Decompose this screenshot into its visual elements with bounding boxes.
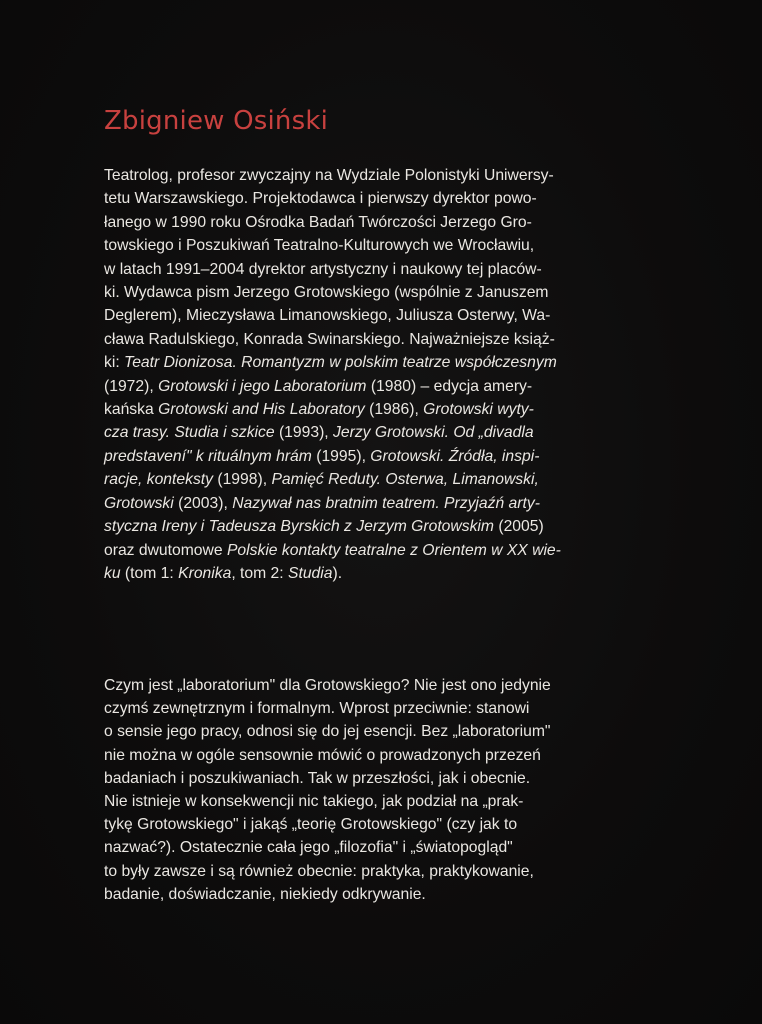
bio-line [104,515,640,538]
quote-line: to były zawsze i są również obecnie: praktyka, praktykowanie, [104,862,534,880]
bio-text: (1986), [364,401,424,419]
bio-line [104,445,640,468]
book-title: Teatr Dionizosa. Romantyzm w polskim teatrze współczesnym [124,354,557,372]
bio-line: tetu Warszawskiego. Projektodawca i pierwszy dyrektor powo- [104,190,537,208]
quote-line: tykę Grotowskiego" i jakąś „teorię Grotowskiego" (czy jak to [104,816,518,834]
bio-text: ). [332,564,343,582]
quote-line: badanie, doświadczanie, niekiedy odkrywanie. [104,885,426,903]
book-title: Grotowski [104,494,174,512]
quote-line: Nie istnieje w konsekwencji nic takiego, jak podział na „prak- [104,793,524,811]
bio-line: Teatrolog, profesor zwyczajny na Wydziale Polonistyki Uniwersy- [104,167,554,184]
book-title: Grotowski and His Laboratory [158,401,365,419]
book-title: Kronika [178,564,232,582]
bio-line: Deglerem), Mieczysława Limanowskiego, Juliusza Osterwy, Wa- [104,307,551,325]
bio-line [104,492,640,515]
book-title: Grotowski i jego Laboratorium [158,377,367,395]
bio-line [104,398,640,421]
bio-text: (1972), [104,377,159,395]
bio-text: (1995), [311,447,371,465]
bio-line: towskiego i Poszukiwań Teatralno-Kulturowych we Wrocławiu, [104,237,535,255]
bio-text: oraz dwutomowe [104,541,227,559]
bio-line [104,562,640,585]
bio-text: (2005) [493,518,544,536]
book-title: Grotowski wyty- [423,401,534,419]
book-title: Polskie kontakty teatralne z Orientem w XX wie- [226,541,561,559]
bio-text: (2003), [173,494,233,512]
bio-line [104,375,640,398]
bio-text: (1993), [274,424,334,442]
bio-line: cława Radulskiego, Konrada Swinarskiego. Najważniejsze książ- [104,330,555,348]
author-bio [104,164,640,585]
bio-text: (tom 1: [120,564,179,582]
book-title: ku [104,564,121,582]
bio-line [104,351,640,374]
book-title: styczna Ireny i Tadeusza Byrskich z Jerzym Grotowskim [104,518,494,536]
quote-line: Czym jest „laboratorium" dla Grotowskiego? Nie jest ono jedynie [104,677,551,694]
excerpt-quote [104,674,640,906]
quote-line: badaniach i poszukiwaniach. Tak w przeszłości, jak i obecnie. [104,769,531,787]
book-title: Pamięć Reduty. Osterwa, Limanowski, [271,471,539,489]
bio-line: w latach 1991–2004 dyrektor artystyczny i naukowy tej placów- [104,260,542,278]
bio-text: (1980) – edycja amery- [366,377,533,395]
bio-text: (1998), [213,471,272,489]
bio-line: ki. Wydawca pism Jerzego Grotowskiego (wspólnie z Januszem [104,284,549,302]
bio-line [104,539,640,562]
bio-text: ki: [104,354,125,372]
book-title: Studia [288,564,333,582]
quote-line: nazwać?). Ostatecznie cała jego „filozofia" i „światopogląd" [104,839,513,857]
book-title: Grotowski. Źródła, inspi- [370,447,540,465]
bio-text: , tom 2: [231,564,288,582]
quote-line: czymś zewnętrznym i formalnym. Wprost przeciwnie: stanowi [104,700,530,718]
author-name: Zbigniew Osiński [104,106,329,136]
bio-text: kańska [104,401,159,419]
book-title: racje, konteksty [104,471,213,489]
book-title: Nazywał nas bratnim teatrem. Przyjaźń arty- [232,494,540,512]
book-title: Jerzy Grotowski. Od „divadla [333,424,534,442]
quote-line: o sensie jego pracy, odnosi się do jej esencji. Bez „laboratorium" [104,723,551,741]
bio-line [104,468,640,491]
book-title: cza trasy. Studia i szkice [104,424,275,442]
book-title: predstavení" k rituálnym hrám [104,447,312,465]
bio-line [104,421,640,444]
quote-line: nie można w ogóle sensownie mówić o prowadzonych przezeń [104,746,541,764]
bio-line: łanego w 1990 roku Ośrodka Badań Twórczości Jerzego Gro- [104,213,532,231]
